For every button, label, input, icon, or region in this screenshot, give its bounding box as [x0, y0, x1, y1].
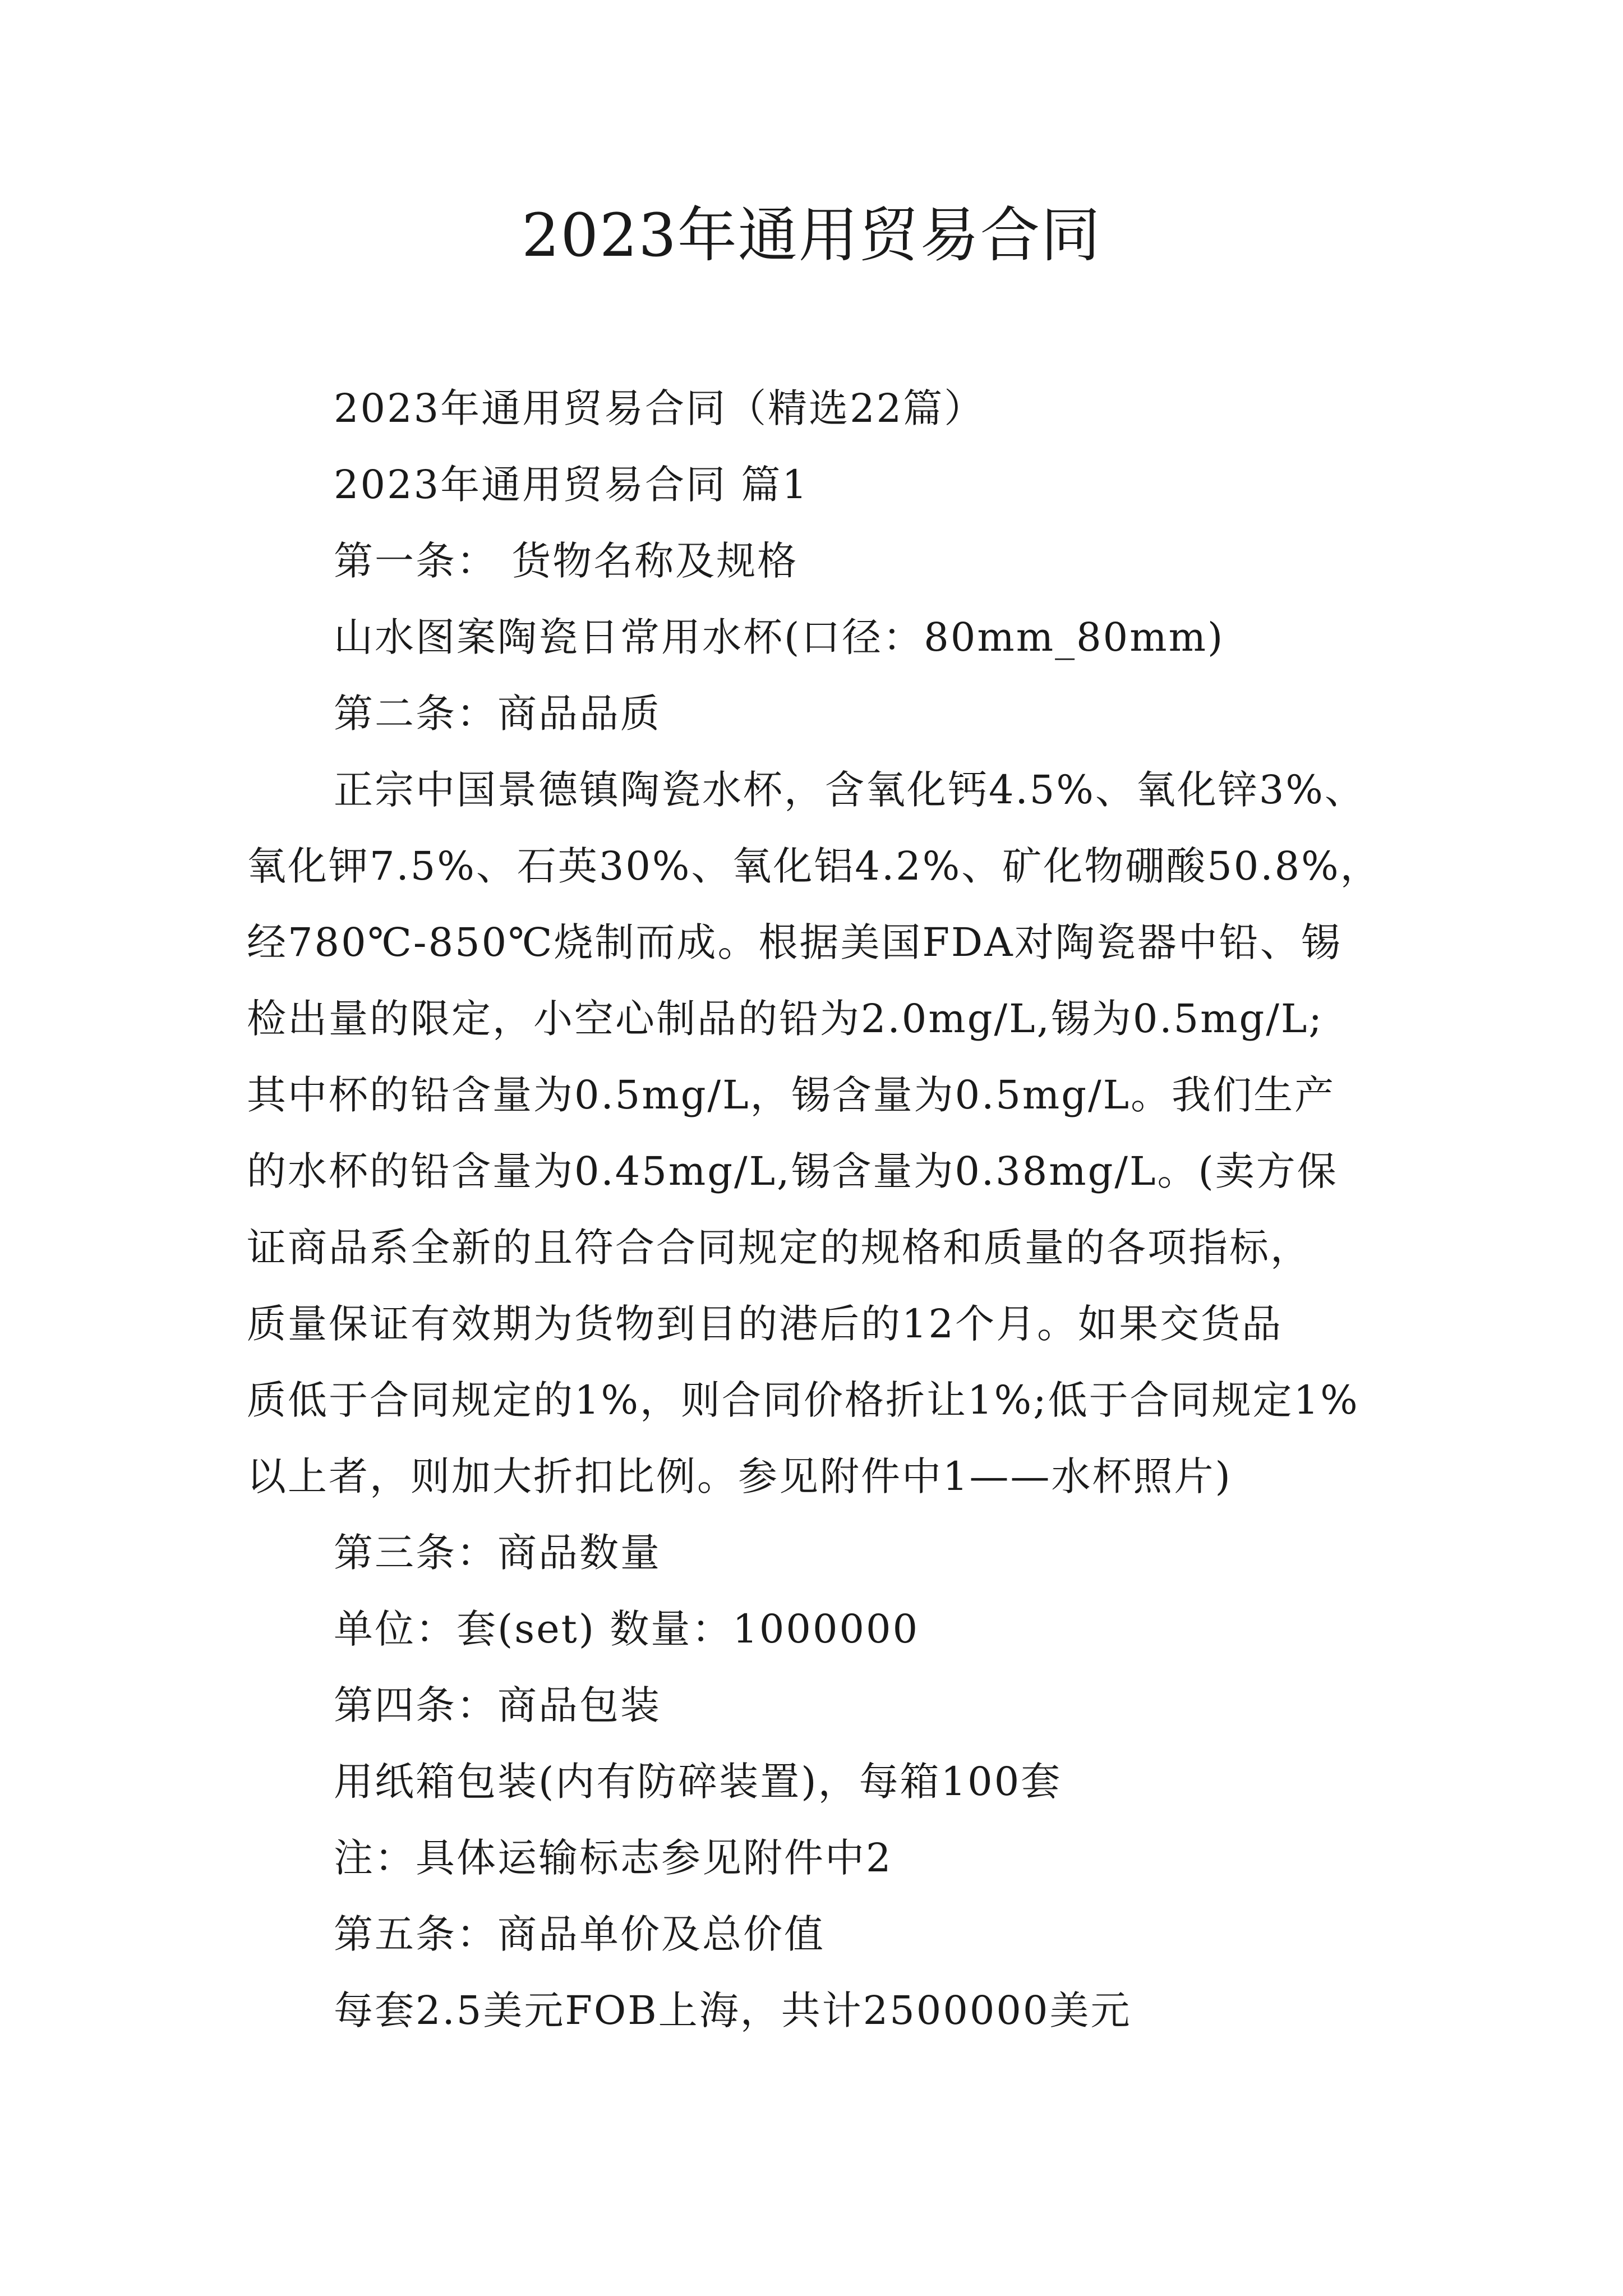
paragraph-line: 每套2.5美元FOB上海，共计2500000美元 [334, 1987, 1132, 2033]
document-body [247, 370, 1413, 2049]
paragraph-line: 经780℃-850℃烧制而成。根据美国FDA对陶瓷器中铅、锡 [247, 919, 1342, 965]
paragraph-line: 质量保证有效期为货物到目的港后的12个月。如果交货品 [247, 1301, 1283, 1347]
paragraph-line: 注：具体运输标志参见附件中2 [334, 1835, 893, 1881]
paragraph-line: 单位：套(set) 数量：1000000 [334, 1606, 920, 1652]
article-heading: 第三条：商品数量 [334, 1530, 661, 1576]
paragraph-line: 山水图案陶瓷日常用水杯(口径：80mm_80mm) [334, 614, 1225, 660]
paragraph-line: 检出量的限定，小空心制品的铅为2.0mg/L,锡为0.5mg/L; [247, 996, 1324, 1042]
subtitle-line: 2023年通用贸易合同（精选22篇） [334, 385, 985, 431]
paragraph-line: 以上者，则加大折扣比例。参见附件中1——水杯照片) [247, 1453, 1232, 1499]
section-heading: 2023年通用贸易合同 篇1 [334, 462, 809, 508]
paragraph-line: 的水杯的铅含量为0.45mg/L,锡含量为0.38mg/L。(卖方保 [247, 1148, 1338, 1194]
article-heading: 第二条：商品品质 [334, 691, 661, 737]
document-title: 2023年通用贸易合同 [522, 201, 1101, 270]
paragraph-line: 质低于合同规定的1%，则合同价格折让1%;低于合同规定1% [247, 1377, 1359, 1423]
paragraph-line: 氧化钾7.5%、石英30%、氧化铝4.2%、矿化物硼酸50.8%， [247, 843, 1381, 889]
article-heading: 第四条：商品包装 [334, 1682, 661, 1728]
paragraph-line: 证商品系全新的且符合合同规定的规格和质量的各项指标， [247, 1225, 1311, 1271]
paragraph-line: 正宗中国景德镇陶瓷水杯，含氧化钙4.5%、氧化锌3%、 [334, 767, 1366, 813]
paragraph-line: 其中杯的铅含量为0.5mg/L，锡含量为0.5mg/L。我们生产 [247, 1072, 1336, 1118]
article-heading: 第一条： 货物名称及规格 [334, 538, 799, 584]
paragraph-line: 用纸箱包装(内有防碎装置)，每箱100套 [334, 1759, 1062, 1805]
article-heading: 第五条：商品单价及总价值 [334, 1911, 825, 1957]
